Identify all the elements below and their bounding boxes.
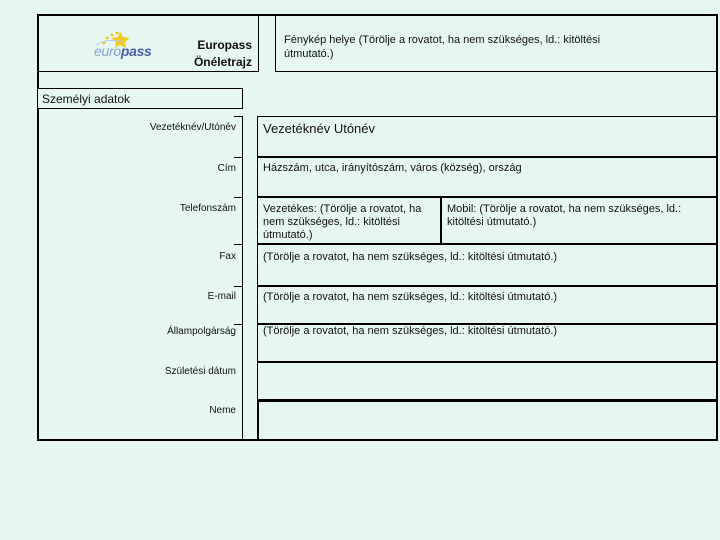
cv-title-line1: Europass	[197, 38, 252, 52]
header-divider-1	[258, 15, 259, 72]
address-value[interactable]: Házszám, utca, irányítószám, város (község), ország	[263, 162, 522, 174]
label-line-4	[234, 244, 243, 245]
address-label: Cím	[217, 163, 236, 174]
section-header-box	[37, 88, 243, 109]
citizenship-label: Állampolgárság	[167, 326, 236, 337]
section-title: Személyi adatok	[42, 92, 131, 106]
header-bottom-line	[275, 71, 717, 72]
label-line-2	[234, 157, 243, 158]
phone-label: Telefonszám	[179, 203, 236, 214]
name-value[interactable]: Vezetéknév Utónév	[263, 121, 376, 136]
gender-label: Neme	[209, 405, 236, 416]
header-bottom-line-left	[38, 71, 258, 72]
label-line-3	[234, 197, 243, 198]
cv-title-line2: Önéletrajz	[193, 55, 252, 69]
cv-title	[160, 37, 252, 71]
citizenship-value[interactable]: (Törölje a rovatot, ha nem szükséges, ld.: kitöltési útmutató.)	[263, 325, 558, 337]
europass-logo	[90, 27, 160, 63]
label-line-6	[234, 324, 243, 325]
header-divider-2	[275, 15, 276, 72]
birth-label: Születési dátum	[164, 366, 236, 377]
email-label: E-mail	[207, 291, 236, 302]
logo-text-pass: pass	[120, 43, 152, 59]
fax-value[interactable]: (Törölje a rovatot, ha nem szükséges, ld.: kitöltési útmutató.)	[263, 251, 558, 263]
mobile-value[interactable]: Mobil: (Törölje a rovatot, ha nem szükséges, ld.: kitöltési útmutató.)	[447, 203, 682, 228]
name-label: Vezetéknév/Utónév	[149, 122, 236, 133]
label-col-right-line	[242, 116, 243, 441]
gender-value-box[interactable]	[257, 400, 718, 441]
phone-value[interactable]: Vezetékes: (Törölje a rovatot, ha nem szükséges, ld.: kitöltési útmutató.)	[263, 203, 422, 241]
logo-text-euro: euro	[94, 43, 121, 59]
label-line-5	[234, 286, 243, 287]
birth-value-box[interactable]	[257, 362, 718, 400]
fax-label: Fax	[219, 251, 236, 262]
label-line-1	[234, 116, 243, 117]
email-value[interactable]: (Törölje a rovatot, ha nem szükséges, ld.: kitöltési útmutató.)	[263, 291, 558, 303]
photo-placeholder[interactable]: Fénykép helye (Törölje a rovatot, ha nem szükséges, ld.: kitöltési útmutató.)	[284, 34, 601, 60]
